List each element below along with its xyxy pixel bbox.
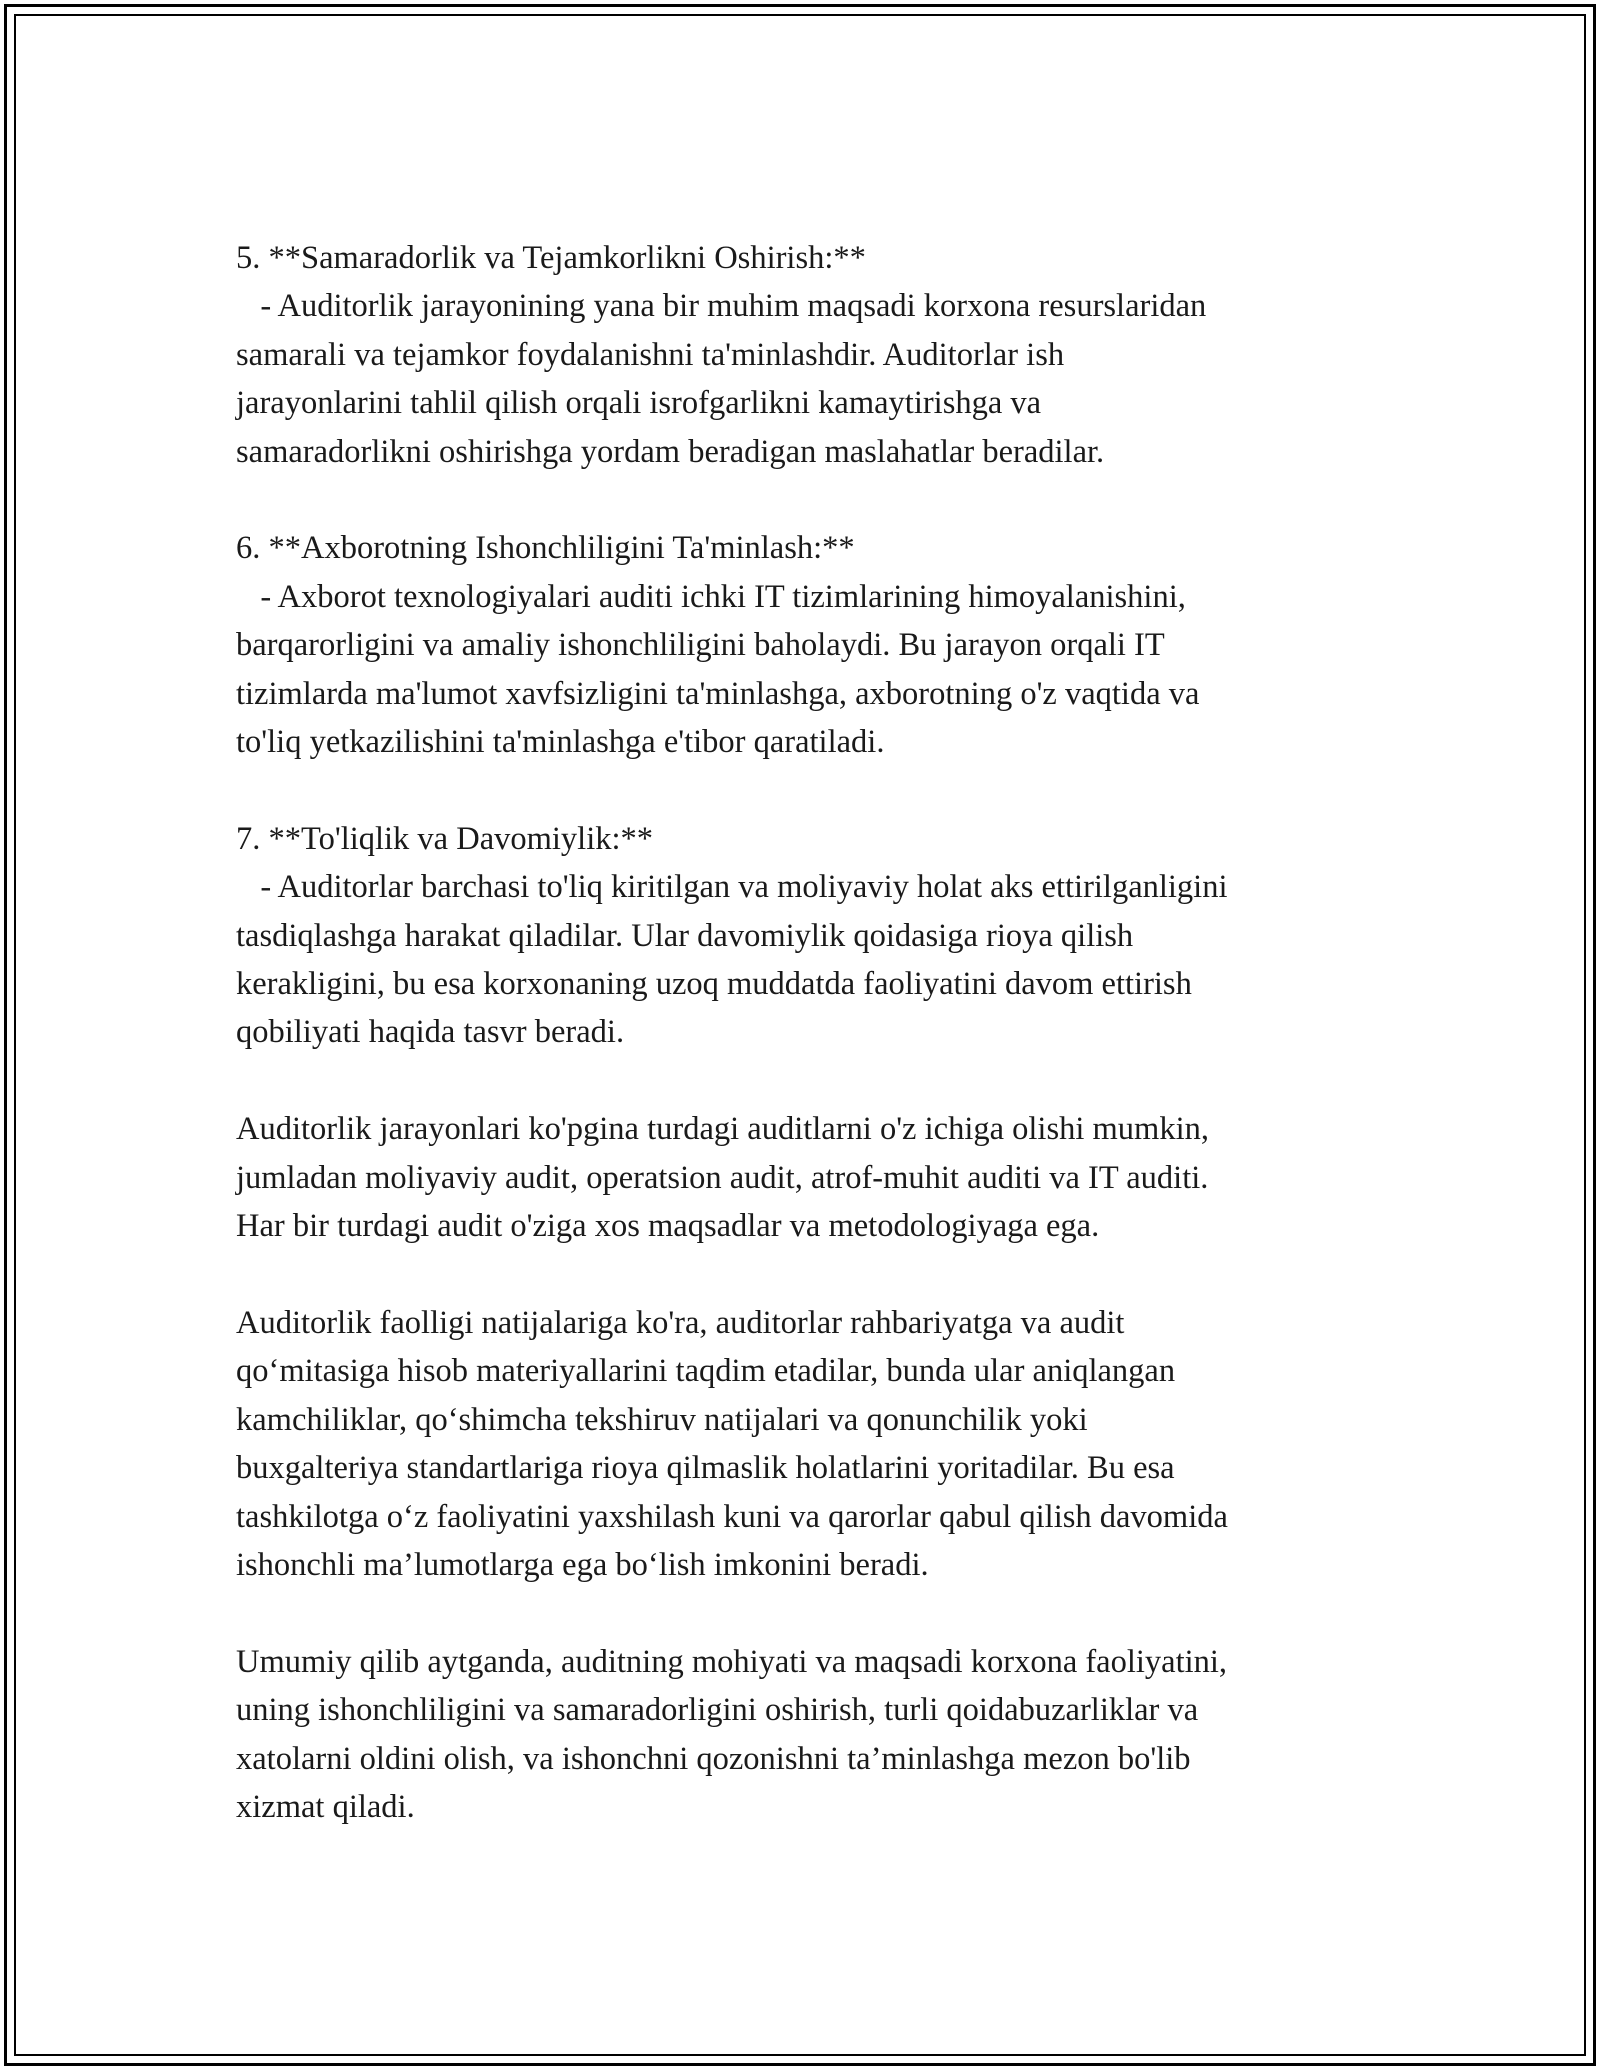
text-line: Har bir turdagi audit o'ziga xos maqsadlar va metodologiyaga ega.: [236, 1208, 1100, 1245]
text-line: Auditorlik jarayonlari ko'pgina turdagi auditlarni o'z ichiga olishi mumkin,: [236, 1111, 1209, 1148]
section-5-samaradorlik: [236, 234, 1416, 476]
text-line: qo‘mitasiga hisob materiyallarini taqdim etadilar, bunda ular aniqlangan: [236, 1353, 1176, 1390]
document-body: [236, 234, 1416, 1880]
text-line: to'liq yetkazilishini ta'minlashga e'tibor qaratiladi.: [236, 724, 885, 761]
text-line: tizimlarda ma'lumot xavfsizligini ta'minlashga, axborotning o'z vaqtida va: [236, 675, 1200, 712]
text-line: - Auditorlik jarayonining yana bir muhim maqsadi korxona resurslaridan: [236, 288, 1207, 325]
section-heading: 7. **To'liqlik va Davomiylik:**: [236, 820, 654, 857]
text-line: tasdiqlashga harakat qiladilar. Ular davomiylik qoidasiga rioya qilish: [236, 917, 1134, 954]
text-line: kamchiliklar, qo‘shimcha tekshiruv natijalari va qonunchilik yoki: [236, 1401, 1088, 1438]
text-line: xizmat qiladi.: [236, 1788, 415, 1825]
paragraph-audit-results: [236, 1299, 1416, 1589]
text-line: Auditorlik faolligi natijalariga ko'ra, auditorlar rahbariyatga va audit: [236, 1304, 1125, 1341]
text-line: - Auditorlar barchasi to'liq kiritilgan va moliyaviy holat aks ettirilganligini: [236, 869, 1228, 906]
text-line: xatolarni oldini olish, va ishonchni qozonishni ta’minlashga mezon bo'lib: [236, 1740, 1191, 1777]
text-line: jumladan moliyaviy audit, operatsion audit, atrof-muhit auditi va IT auditi.: [236, 1159, 1209, 1196]
text-line: ishonchli ma’lumotlarga ega bo‘lish imkonini beradi.: [236, 1546, 929, 1583]
section-6-axborot: [236, 524, 1416, 766]
paragraph-conclusion: [236, 1638, 1416, 1832]
section-7-toliqlik: [236, 815, 1416, 1057]
paragraph-audit-types: [236, 1105, 1416, 1250]
text-line: samarali va tejamkor foydalanishni ta'minlashdir. Auditorlar ish: [236, 336, 1065, 373]
text-line: jarayonlarini tahlil qilish orqali isrofgarlikni kamaytirishga va: [236, 385, 1042, 422]
text-line: buxgalteriya standartlariga rioya qilmaslik holatlarini yoritadilar. Bu esa: [236, 1450, 1175, 1487]
section-heading: 6. **Axborotning Ishonchliligini Ta'minlash:**: [236, 530, 855, 567]
text-line: samaradorlikni oshirishga yordam beradigan maslahatlar beradilar.: [236, 433, 1105, 470]
text-line: kerakligini, bu esa korxonaning uzoq muddatda faoliyatini davom ettirish: [236, 966, 1192, 1003]
text-line: barqarorligini va amaliy ishonchliligini baholaydi. Bu jarayon orqali IT: [236, 627, 1165, 664]
text-line: qobiliyati haqida tasvr beradi.: [236, 1014, 625, 1051]
section-heading: 5. **Samaradorlik va Tejamkorlikni Oshirish:**: [236, 240, 866, 276]
text-line: - Axborot texnologiyalari auditi ichki IT tizimlarining himoyalanishini,: [236, 578, 1186, 615]
text-line: tashkilotga o‘z faoliyatini yaxshilash kuni va qarorlar qabul qilish davomida: [236, 1498, 1228, 1535]
text-line: uning ishonchliligini va samaradorligini oshirish, turli qoidabuzarliklar va: [236, 1692, 1199, 1729]
text-line: Umumiy qilib aytganda, auditning mohiyati va maqsadi korxona faoliyatini,: [236, 1643, 1228, 1680]
